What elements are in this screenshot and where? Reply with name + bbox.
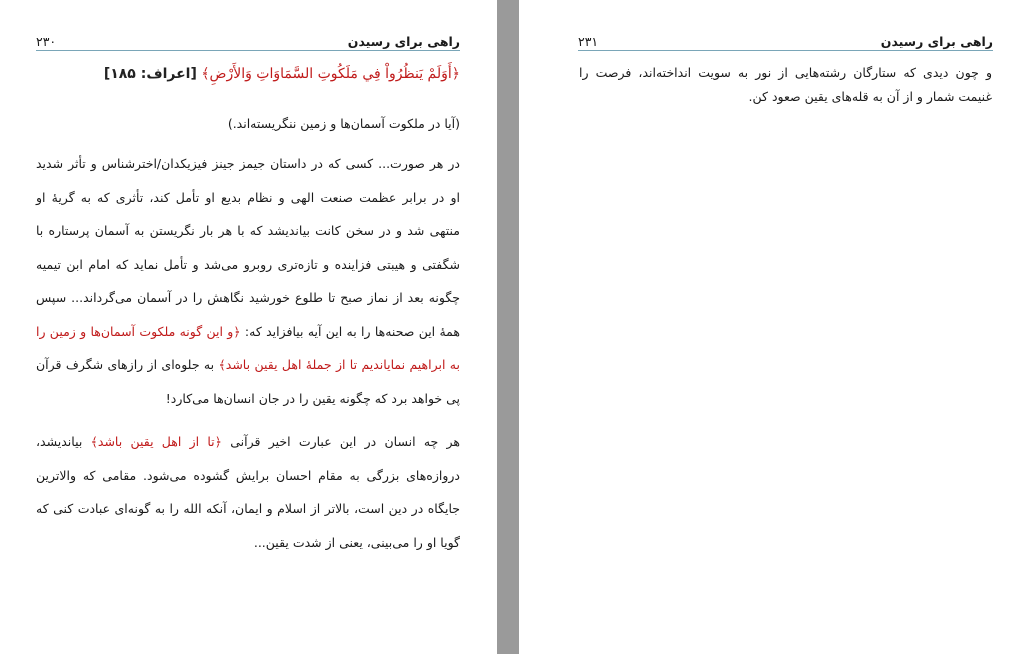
right-header-title: راهی برای رسیدن xyxy=(880,34,993,49)
paragraph-1 xyxy=(36,147,460,415)
right-header-rule xyxy=(578,50,993,51)
verse-arabic: ﴿أَوَلَمْ يَنظُرُواْ فِي مَلَكُوتِ السَّمَاوَاتِ وَالأَرْضِ﴾ xyxy=(201,66,460,82)
quran-verse xyxy=(36,61,460,87)
left-page-content xyxy=(36,61,460,569)
left-page xyxy=(0,0,497,654)
left-header-rule xyxy=(36,50,460,51)
right-page-number: ۲۳۱ xyxy=(578,34,599,49)
verse-translation: (آیا در ملکوت آسمان‌ها و زمین ننگریسته‌اند.) xyxy=(227,116,460,131)
right-paragraph-1: و چون دیدی که ستارگان رشته‌هایی از نور به سویت انداخته‌اند، فرصت را غنیمت شمار و از آن به قله‌های یقین صعود کن. xyxy=(579,65,992,104)
paragraph-2-text-before: هر چه انسان در این عبارت اخیر قرآنی xyxy=(221,434,460,449)
paragraph-1-highlight: ﴿و این گونه ملکوت آسمان‌ها و زمین را به ابراهیم نمایاندیم تا از جملهٔ اهل یقین باشد﴾ xyxy=(36,323,460,372)
verse-reference: [اعراف: ۱۸۵] xyxy=(103,66,197,82)
right-page-content xyxy=(579,61,992,118)
right-page-header xyxy=(578,31,993,49)
paragraph-2-highlight: ﴿تا از اهل یقین باشد﴾ xyxy=(90,434,222,449)
paragraph-1-text-before: در هر صورت... کسی که در داستان جیمز جینز فیزیکدان/اخترشناس و تأثر شدید او در برابر عظمت صنعت الهی و نظام بدیع او تأمل کند، تأثری که به گریهٔ او منتهی شد و در سخن کانت بیاندیشد که با هر بار نگریستن به آسمان پرستاره با شگفتی و هیبتی فزاینده و تازه‌تری روبرو می‌شد و تأمل نماید که امام ابن تیمیه چگونه بعد از نماز صبح تا طلوع خورشید نگاهش را در آسمان می‌گرداند... سپس همهٔ این صحنه‌ها را به این آیه بیافزاید که: xyxy=(36,156,460,339)
paragraph-2 xyxy=(36,425,460,559)
paragraph-1-text-after: به جلوه‌ای از رازهای شگرف قرآن پی خواهد برد که چگونه یقین را در جان انسان‌ها می‌کارد! xyxy=(36,357,460,406)
left-page-number: ۲۳۰ xyxy=(36,34,57,49)
paragraph-2-text-after: بیاندیشد، دروازه‌های بزرگی به مقام احسان برایش گشوده می‌شود. مقامی که والاترین جایگاه در دین است، بالاتر از اسلام و ایمان، آنکه الله را به گونه‌ای عبادت کنی که گویا او را می‌بینی، یعنی از شدت یقین... xyxy=(36,434,460,550)
left-header-title: راهی برای رسیدن xyxy=(347,34,460,49)
left-page-header xyxy=(36,31,460,49)
right-page xyxy=(519,0,1024,654)
